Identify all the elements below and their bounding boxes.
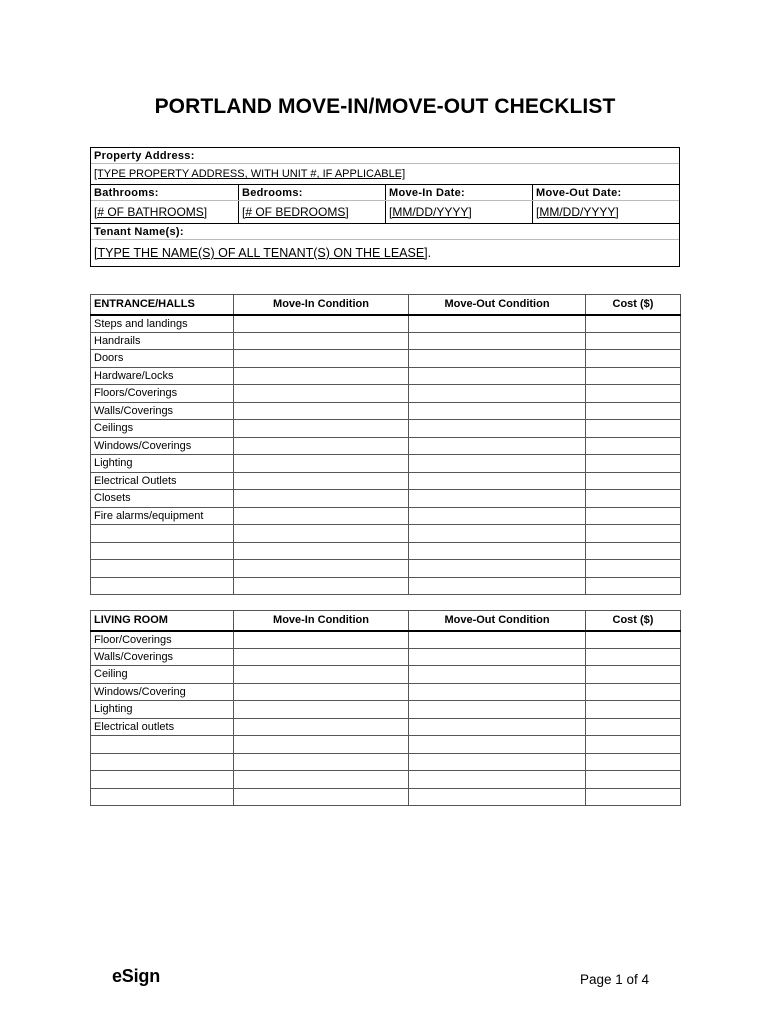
table-row xyxy=(91,631,681,649)
cost-cell[interactable] xyxy=(586,788,681,806)
move-out-condition-cell[interactable] xyxy=(409,666,586,684)
table-row xyxy=(91,542,681,560)
item-label: Hardware/Locks xyxy=(91,367,234,385)
table-row xyxy=(91,420,681,438)
property-info-block xyxy=(90,147,680,267)
bedrooms-field[interactable]: [# OF BEDROOMS] xyxy=(238,201,385,223)
move-out-condition-cell[interactable] xyxy=(409,525,586,543)
cost-cell[interactable] xyxy=(586,332,681,350)
tenant-names-value: [TYPE THE NAME(S) OF ALL TENANT(S) ON THE LEASE] xyxy=(94,246,428,260)
living-move-in-header: Move-In Condition xyxy=(234,611,409,631)
cost-cell[interactable] xyxy=(586,507,681,525)
living-move-out-header: Move-Out Condition xyxy=(409,611,586,631)
cost-cell[interactable] xyxy=(586,437,681,455)
entrance-cost-header: Cost ($) xyxy=(586,295,681,315)
move-out-condition-cell[interactable] xyxy=(409,631,586,649)
move-in-condition-cell[interactable] xyxy=(234,455,409,473)
document-title: PORTLAND MOVE-IN/MOVE-OUT CHECKLIST xyxy=(154,95,616,118)
move-in-condition-cell[interactable] xyxy=(234,560,409,578)
table-row xyxy=(91,472,681,490)
item-label xyxy=(91,771,234,789)
bedrooms-label: Bedrooms: xyxy=(238,185,385,200)
item-label: Handrails xyxy=(91,332,234,350)
entrance-move-out-header: Move-Out Condition xyxy=(409,295,586,315)
move-out-condition-cell[interactable] xyxy=(409,560,586,578)
item-label xyxy=(91,560,234,578)
table-row xyxy=(91,771,681,789)
table-row xyxy=(91,455,681,473)
cost-cell[interactable] xyxy=(586,315,681,333)
cost-cell[interactable] xyxy=(586,542,681,560)
table-row xyxy=(91,437,681,455)
move-out-condition-cell[interactable] xyxy=(409,332,586,350)
move-in-date-label: Move-In Date: xyxy=(385,185,532,200)
entrance-move-in-header: Move-In Condition xyxy=(234,295,409,315)
item-label: Floors/Coverings xyxy=(91,385,234,403)
table-row xyxy=(91,648,681,666)
item-label: Doors xyxy=(91,350,234,368)
cost-cell[interactable] xyxy=(586,683,681,701)
living-cost-header: Cost ($) xyxy=(586,611,681,631)
cost-cell[interactable] xyxy=(586,648,681,666)
move-in-condition-cell[interactable] xyxy=(234,385,409,403)
esign-logo: eSign xyxy=(112,966,161,986)
move-out-date-field[interactable]: [MM/DD/YYYY] xyxy=(532,201,679,223)
move-out-condition-cell[interactable] xyxy=(409,402,586,420)
move-out-date-label: Move-Out Date: xyxy=(532,185,679,200)
item-label xyxy=(91,525,234,543)
cost-cell[interactable] xyxy=(586,472,681,490)
cost-cell[interactable] xyxy=(586,577,681,595)
move-out-condition-cell[interactable] xyxy=(409,718,586,736)
move-in-condition-cell[interactable] xyxy=(234,525,409,543)
move-in-condition-cell[interactable] xyxy=(234,332,409,350)
item-label: Lighting xyxy=(91,701,234,719)
move-in-condition-cell[interactable] xyxy=(234,771,409,789)
item-label: Walls/Coverings xyxy=(91,402,234,420)
cost-cell[interactable] xyxy=(586,490,681,508)
table-row xyxy=(91,560,681,578)
cost-cell[interactable] xyxy=(586,560,681,578)
move-in-condition-cell[interactable] xyxy=(234,542,409,560)
item-label: Walls/Coverings xyxy=(91,648,234,666)
move-out-condition-cell[interactable] xyxy=(409,437,586,455)
table-row xyxy=(91,402,681,420)
table-row xyxy=(91,490,681,508)
table-row xyxy=(91,367,681,385)
move-in-condition-cell[interactable] xyxy=(234,420,409,438)
tenant-names-label: Tenant Name(s): xyxy=(94,225,184,238)
cost-cell[interactable] xyxy=(586,718,681,736)
move-in-condition-cell[interactable] xyxy=(234,666,409,684)
table-row xyxy=(91,718,681,736)
item-label: Steps and landings xyxy=(91,315,234,333)
table-row xyxy=(91,683,681,701)
cost-cell[interactable] xyxy=(586,701,681,719)
table-row xyxy=(91,332,681,350)
move-in-condition-cell[interactable] xyxy=(234,367,409,385)
cost-cell[interactable] xyxy=(586,350,681,368)
move-in-condition-cell[interactable] xyxy=(234,648,409,666)
move-out-condition-cell[interactable] xyxy=(409,771,586,789)
cost-cell[interactable] xyxy=(586,367,681,385)
move-out-condition-cell[interactable] xyxy=(409,683,586,701)
tenant-names-period: . xyxy=(427,246,432,260)
item-label: Floor/Coverings xyxy=(91,631,234,649)
table-row xyxy=(91,788,681,806)
move-in-condition-cell[interactable] xyxy=(234,350,409,368)
cost-cell[interactable] xyxy=(586,771,681,789)
item-label xyxy=(91,753,234,771)
item-label: Ceiling xyxy=(91,666,234,684)
move-in-condition-cell[interactable] xyxy=(234,788,409,806)
table-row xyxy=(91,315,681,333)
property-address-label: Property Address: xyxy=(94,149,195,162)
item-label: Fire alarms/equipment xyxy=(91,507,234,525)
item-label xyxy=(91,788,234,806)
move-out-condition-cell[interactable] xyxy=(409,507,586,525)
move-in-condition-cell[interactable] xyxy=(234,631,409,649)
move-in-condition-cell[interactable] xyxy=(234,701,409,719)
item-label: Windows/Coverings xyxy=(91,437,234,455)
move-out-condition-cell[interactable] xyxy=(409,367,586,385)
cost-cell[interactable] xyxy=(586,402,681,420)
cost-cell[interactable] xyxy=(586,455,681,473)
cost-cell[interactable] xyxy=(586,631,681,649)
table-row xyxy=(91,577,681,595)
move-out-condition-cell[interactable] xyxy=(409,753,586,771)
move-out-condition-cell[interactable] xyxy=(409,577,586,595)
item-label: Windows/Covering xyxy=(91,683,234,701)
item-label: Closets xyxy=(91,490,234,508)
move-in-date-field[interactable]: [MM/DD/YYYY] xyxy=(385,201,532,223)
item-label: Lighting xyxy=(91,455,234,473)
item-label: Ceilings xyxy=(91,420,234,438)
table-row xyxy=(91,736,681,754)
item-label xyxy=(91,736,234,754)
move-in-condition-cell[interactable] xyxy=(234,718,409,736)
tenant-names-field[interactable] xyxy=(91,240,679,266)
page-number: Page 1 of 4 xyxy=(580,972,650,987)
move-out-condition-cell[interactable] xyxy=(409,315,586,333)
property-address-field[interactable]: [TYPE PROPERTY ADDRESS, WITH UNIT #, IF APPLICABLE] xyxy=(94,168,406,180)
entrance-halls-table xyxy=(90,294,681,595)
move-in-condition-cell[interactable] xyxy=(234,753,409,771)
move-in-condition-cell[interactable] xyxy=(234,507,409,525)
move-in-condition-cell[interactable] xyxy=(234,490,409,508)
cost-cell[interactable] xyxy=(586,666,681,684)
move-out-condition-cell[interactable] xyxy=(409,701,586,719)
table-row xyxy=(91,385,681,403)
move-in-condition-cell[interactable] xyxy=(234,472,409,490)
move-in-condition-cell[interactable] xyxy=(234,577,409,595)
move-in-condition-cell[interactable] xyxy=(234,402,409,420)
move-in-condition-cell[interactable] xyxy=(234,315,409,333)
table-row xyxy=(91,507,681,525)
table-row xyxy=(91,666,681,684)
living-room-heading: LIVING ROOM xyxy=(91,611,234,631)
move-out-condition-cell[interactable] xyxy=(409,472,586,490)
table-row xyxy=(91,525,681,543)
cost-cell[interactable] xyxy=(586,736,681,754)
move-out-condition-cell[interactable] xyxy=(409,542,586,560)
cost-cell[interactable] xyxy=(586,525,681,543)
move-out-condition-cell[interactable] xyxy=(409,350,586,368)
move-out-condition-cell[interactable] xyxy=(409,648,586,666)
move-out-condition-cell[interactable] xyxy=(409,385,586,403)
bathrooms-field[interactable]: [# OF BATHROOMS] xyxy=(94,205,208,219)
item-label: Electrical Outlets xyxy=(91,472,234,490)
cost-cell[interactable] xyxy=(586,753,681,771)
move-out-condition-cell[interactable] xyxy=(409,420,586,438)
move-out-condition-cell[interactable] xyxy=(409,490,586,508)
cost-cell[interactable] xyxy=(586,420,681,438)
move-in-condition-cell[interactable] xyxy=(234,736,409,754)
item-label: Electrical outlets xyxy=(91,718,234,736)
move-out-condition-cell[interactable] xyxy=(409,736,586,754)
move-in-condition-cell[interactable] xyxy=(234,437,409,455)
move-out-condition-cell[interactable] xyxy=(409,455,586,473)
bathrooms-label: Bathrooms: xyxy=(94,186,159,199)
table-row xyxy=(91,753,681,771)
item-label xyxy=(91,577,234,595)
table-row xyxy=(91,701,681,719)
table-row xyxy=(91,350,681,368)
living-room-table xyxy=(90,610,681,806)
move-in-condition-cell[interactable] xyxy=(234,683,409,701)
item-label xyxy=(91,542,234,560)
entrance-halls-heading: ENTRANCE/HALLS xyxy=(91,295,234,315)
move-out-condition-cell[interactable] xyxy=(409,788,586,806)
cost-cell[interactable] xyxy=(586,385,681,403)
